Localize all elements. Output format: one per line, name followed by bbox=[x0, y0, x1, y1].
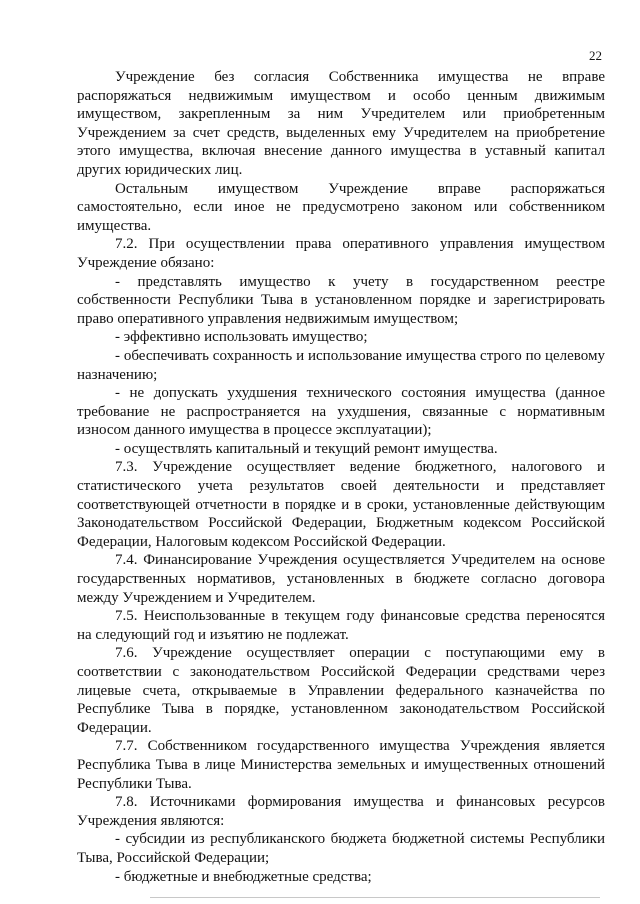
paragraph-7-8: 7.8. Источниками формирования имущества и финансовых ресурсов Учреждения являются: bbox=[77, 794, 605, 829]
paragraph-7-3: 7.3. Учреждение осуществляет ведение бюджетного, налогового и статистического учета результатов своей деятельности и представляет соответствующей отчетности в порядке и в сроки, установленные действующим Законодательством Российской Федерации, Бюджетным кодексом Российской Федерации, Налоговым кодексом Российской Федерации. bbox=[77, 459, 605, 550]
document-body bbox=[77, 68, 605, 886]
paragraph-7-6: 7.6. Учреждение осуществляет операции с поступающими ему в соответствии с законодательством Российской Федерации средствами через лицевые счета, открываемые в Управлении федерального казначейства по Республике Тыва в порядке, установленном законодательством Российской Федерации. bbox=[77, 645, 605, 736]
list-item-register-property: - представлять имущество к учету в государственном реестре собственности Республики Тыва в установленном порядке и зарегистрировать право оперативного управления недвижимым имуществом; bbox=[77, 273, 605, 327]
list-item-use-effectively: - эффективно использовать имущество; bbox=[115, 329, 368, 346]
paragraph-7-5: 7.5. Неиспользованные в текущем году финансовые средства переносятся на следующий год и изъятию не подлежат. bbox=[77, 608, 605, 643]
list-item-budget-funds: - бюджетные и внебюджетные средства; bbox=[115, 868, 372, 885]
paragraph-property-disposal-restriction: Учреждение без согласия Собственника имущества не вправе распоряжаться недвижимым имуществом и особо ценным движимым имуществом, закрепленным за ним Учредителем или приобретенным Учреждением за счет средств, выделенных ему Учредителем на приобретение этого имущества, включая внесение данного имущества в уставный капитал других юридических лиц. bbox=[77, 69, 605, 178]
footer-divider bbox=[150, 897, 600, 898]
paragraph-7-2: 7.2. При осуществлении права оперативного управления имуществом Учреждение обязано: bbox=[77, 236, 605, 271]
list-item-repairs: - осуществлять капитальный и текущий ремонт имущества. bbox=[115, 440, 498, 457]
page-number: 22 bbox=[589, 48, 602, 63]
list-item-subsidies: - субсидии из республиканского бюджета бюджетной системы Республики Тыва, Российской Федерации; bbox=[77, 831, 605, 866]
list-item-ensure-safety: - обеспечивать сохранность и использование имущества строго по целевому назначению; bbox=[77, 347, 605, 383]
list-item-prevent-deterioration: - не допускать ухудшения технического состояния имущества (данное требование не распространяется на ухудшения, связанные с нормативным износом данного имущества в процессе эксплуатации); bbox=[77, 385, 605, 439]
paragraph-7-4: 7.4. Финансирование Учреждения осуществляется Учредителем на основе государственных нормативов, установленных в бюджете согласно договора между Учреждением и Учредителем. bbox=[77, 552, 605, 606]
paragraph-other-property: Остальным имуществом Учреждение вправе распоряжаться самостоятельно, если иное не предусмотрено законом или собственником имущества. bbox=[77, 180, 605, 234]
paragraph-7-7: 7.7. Собственником государственного имущества Учреждения является Республика Тыва в лице Министерства земельных и имущественных отношений Республики Тыва. bbox=[77, 738, 605, 792]
